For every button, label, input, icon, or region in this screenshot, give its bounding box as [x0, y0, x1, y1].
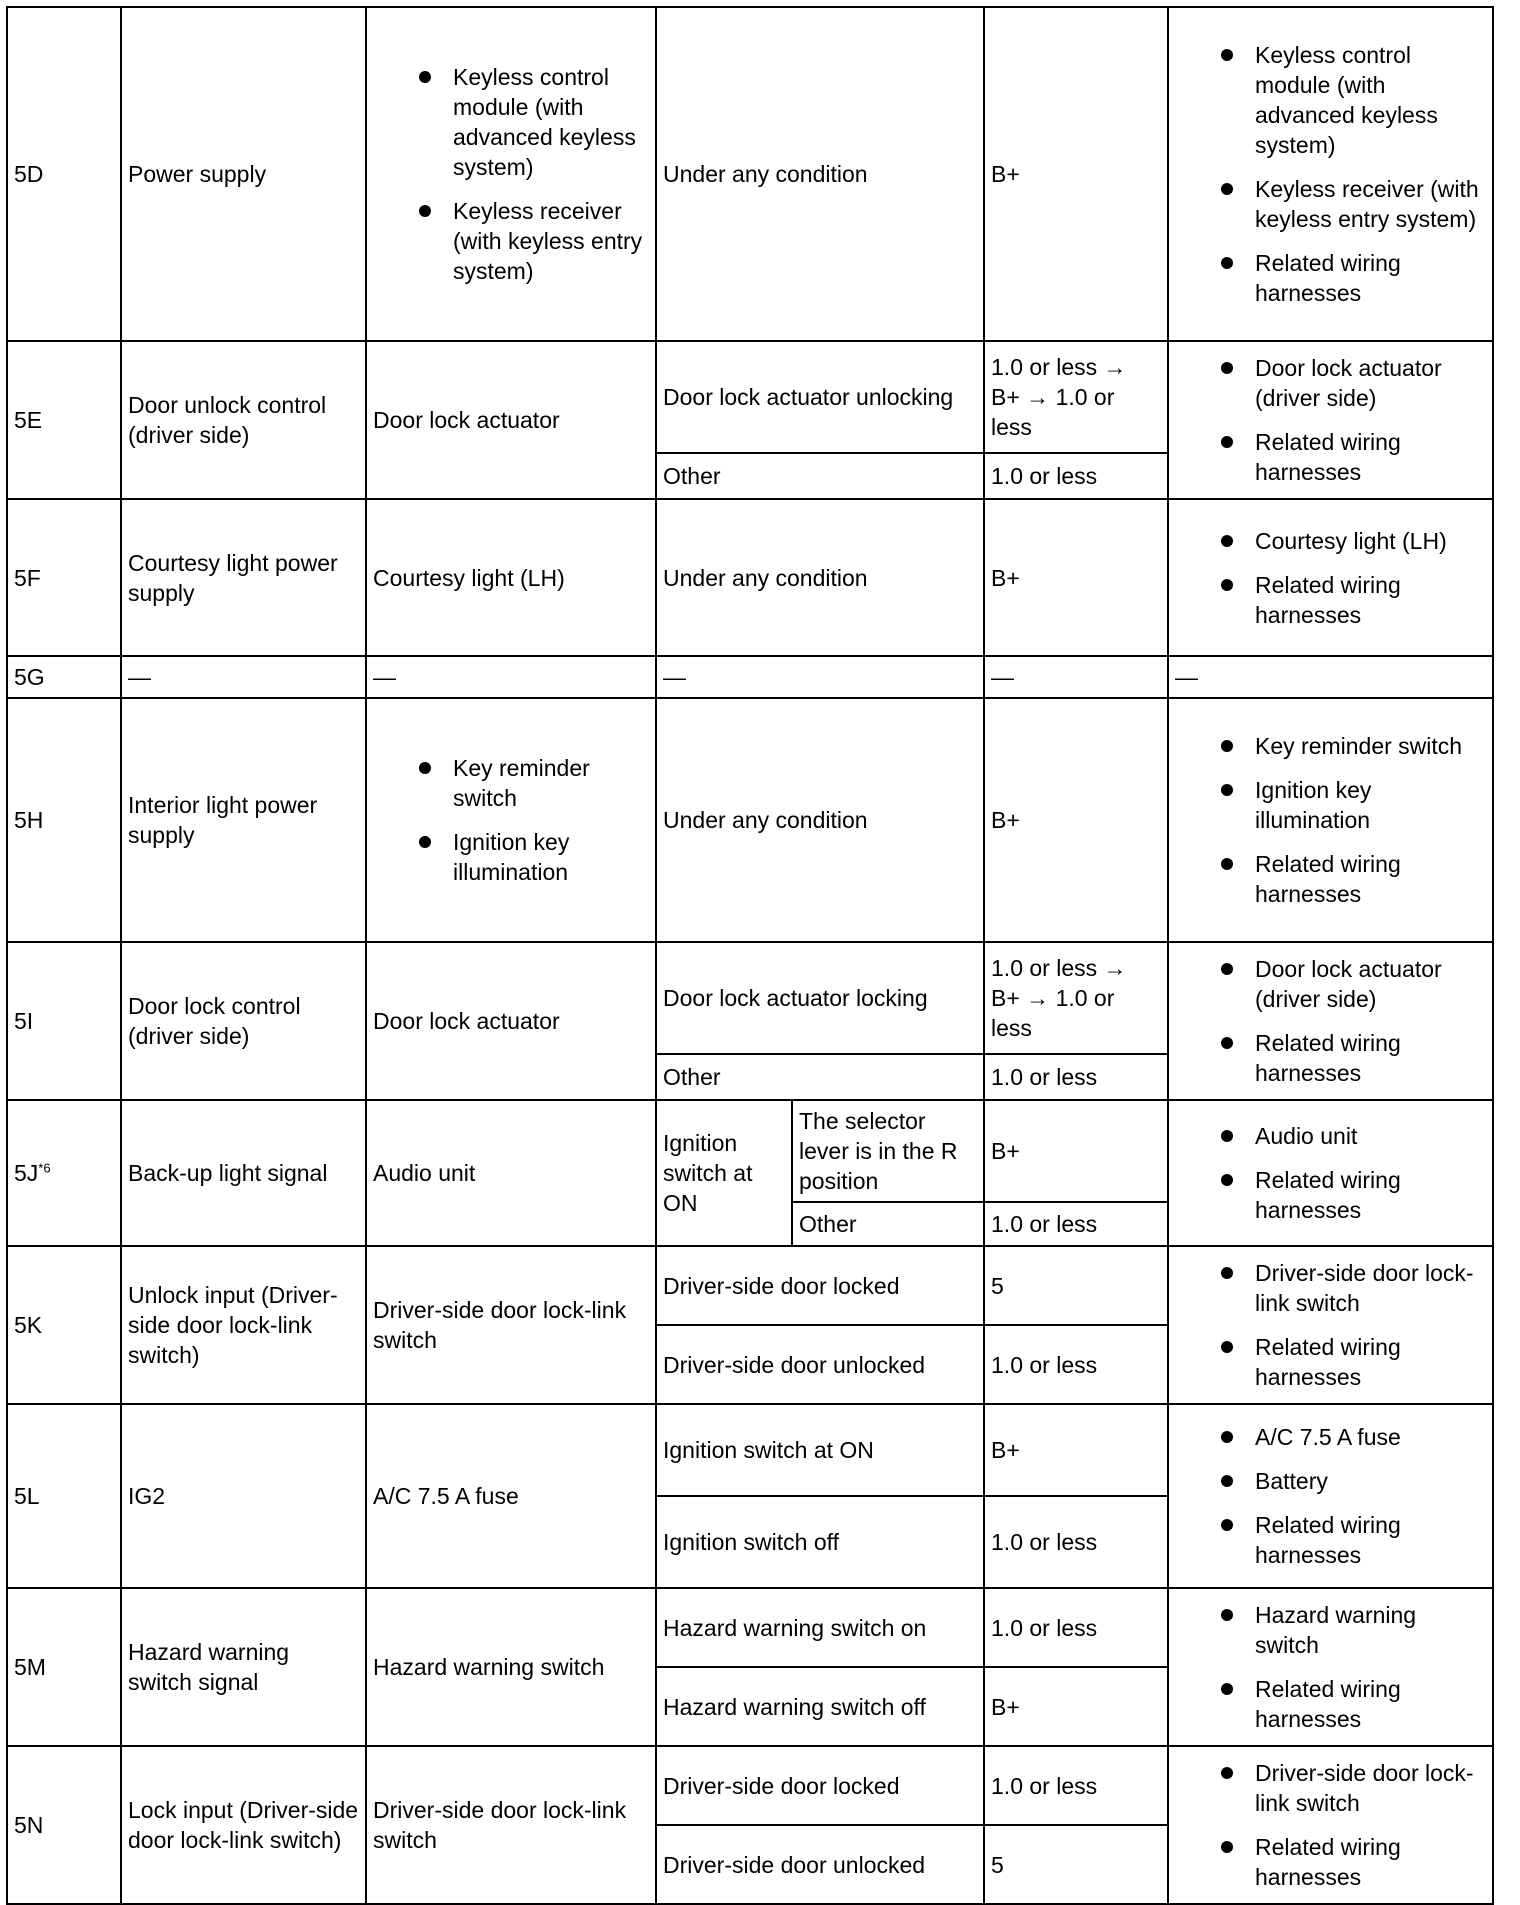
condition-cell: Driver-side door locked — [656, 1746, 984, 1825]
inspection-cell — [1168, 1246, 1493, 1404]
table-row — [7, 1746, 1493, 1825]
condition-cell: Door lock actuator locking — [656, 942, 984, 1054]
list-item: A/C 7.5 A fuse — [1175, 1422, 1486, 1452]
list-item: Hazard warning switch — [1175, 1600, 1486, 1660]
condition-cell: Ignition switch at ON — [656, 1404, 984, 1496]
connected-to-cell: A/C 7.5 A fuse — [366, 1404, 656, 1588]
list-item: Key reminder switch — [373, 753, 649, 813]
signal-cell: Door lock control (driver side) — [121, 942, 366, 1100]
terminal-cell — [7, 1100, 121, 1246]
connected-to-cell: Door lock actuator — [366, 942, 656, 1100]
table-row — [7, 7, 1493, 341]
list-item: Related wiring harnesses — [1175, 1028, 1486, 1088]
table-row — [7, 698, 1493, 942]
list-item: Courtesy light (LH) — [1175, 526, 1486, 556]
terminal-cell: 5L — [7, 1404, 121, 1588]
terminal-cell: 5K — [7, 1246, 121, 1404]
signal-cell: Interior light power supply — [121, 698, 366, 942]
voltage-cell: 1.0 or less → B+ → 1.0 or less — [984, 942, 1168, 1054]
list-item: Battery — [1175, 1466, 1486, 1496]
voltage-cell: — — [984, 656, 1168, 698]
condition-cell: Under any condition — [656, 499, 984, 656]
condition-cell: Other — [656, 453, 984, 499]
list-item: Door lock actuator (driver side) — [1175, 954, 1486, 1014]
connected-to-cell: Driver-side door lock-link switch — [366, 1746, 656, 1904]
inspection-cell — [1168, 1404, 1493, 1588]
condition-cell: Ignition switch off — [656, 1496, 984, 1588]
connected-to-cell: Door lock actuator — [366, 341, 656, 499]
inspection-cell — [1168, 698, 1493, 942]
list-item: Keyless receiver (with keyless entry system) — [1175, 174, 1486, 234]
terminal-cell: 5M — [7, 1588, 121, 1746]
signal-cell: — — [121, 656, 366, 698]
inspection-cell — [1168, 341, 1493, 499]
condition-cell: Hazard warning switch off — [656, 1667, 984, 1746]
condition-cell: — — [656, 656, 984, 698]
terminal-label: 5J — [14, 1160, 39, 1186]
terminal-cell: 5N — [7, 1746, 121, 1904]
voltage-cell: 1.0 or less → B+ → 1.0 or less — [984, 341, 1168, 453]
voltage-cell: 1.0 or less — [984, 1054, 1168, 1100]
list-item: Related wiring harnesses — [1175, 849, 1486, 909]
list-item: Related wiring harnesses — [1175, 570, 1486, 630]
table-row — [7, 656, 1493, 698]
list-item: Keyless control module (with advanced keyless system) — [373, 62, 649, 182]
terminal-cell: 5H — [7, 698, 121, 942]
inspection-cell — [1168, 942, 1493, 1100]
signal-cell: Unlock input (Driver-side door lock-link switch) — [121, 1246, 366, 1404]
voltage-cell: 1.0 or less — [984, 1746, 1168, 1825]
list-item: Keyless receiver (with keyless entry system) — [373, 196, 649, 286]
voltage-cell: B+ — [984, 7, 1168, 341]
inspection-cell — [1168, 1746, 1493, 1904]
connected-to-cell: — — [366, 656, 656, 698]
list-item: Related wiring harnesses — [1175, 1674, 1486, 1734]
terminal-cell: 5F — [7, 499, 121, 656]
connected-to-cell: Driver-side door lock-link switch — [366, 1246, 656, 1404]
connected-to-cell: Audio unit — [366, 1100, 656, 1246]
table-row — [7, 1588, 1493, 1667]
inspection-cell — [1168, 1588, 1493, 1746]
condition-cell: Door lock actuator unlocking — [656, 341, 984, 453]
footnote-mark: *6 — [38, 1160, 51, 1176]
signal-cell: Hazard warning switch signal — [121, 1588, 366, 1746]
list-item: Related wiring harnesses — [1175, 1510, 1486, 1570]
terminal-cell: 5E — [7, 341, 121, 499]
voltage-cell: 1.0 or less — [984, 1588, 1168, 1667]
table-row — [7, 499, 1493, 656]
table-row — [7, 1404, 1493, 1496]
list-item: Door lock actuator (driver side) — [1175, 353, 1486, 413]
table-row — [7, 942, 1493, 1054]
voltage-cell: 5 — [984, 1246, 1168, 1325]
signal-cell: Lock input (Driver-side door lock-link switch) — [121, 1746, 366, 1904]
terminal-voltage-table — [6, 6, 1494, 1905]
voltage-cell: 5 — [984, 1825, 1168, 1904]
condition-cell: The selector lever is in the R position — [792, 1100, 984, 1202]
signal-cell: Door unlock control (driver side) — [121, 341, 366, 499]
list-item: Related wiring harnesses — [1175, 248, 1486, 308]
condition-cell: Driver-side door locked — [656, 1246, 984, 1325]
signal-cell: Power supply — [121, 7, 366, 341]
list-item: Key reminder switch — [1175, 731, 1486, 761]
signal-cell: Back-up light signal — [121, 1100, 366, 1246]
connected-to-cell — [366, 7, 656, 341]
condition-cell: Other — [656, 1054, 984, 1100]
group-condition-cell: Ignition switch at ON — [656, 1100, 792, 1246]
condition-cell: Driver-side door unlocked — [656, 1325, 984, 1404]
inspection-cell — [1168, 7, 1493, 341]
voltage-cell: B+ — [984, 1667, 1168, 1746]
voltage-cell: 1.0 or less — [984, 453, 1168, 499]
list-item: Related wiring harnesses — [1175, 1332, 1486, 1392]
document-page — [6, 6, 1492, 1905]
condition-cell: Hazard warning switch on — [656, 1588, 984, 1667]
condition-cell: Other — [792, 1202, 984, 1246]
voltage-cell: 1.0 or less — [984, 1202, 1168, 1246]
list-item: Ignition key illumination — [373, 827, 649, 887]
inspection-cell — [1168, 499, 1493, 656]
voltage-cell: 1.0 or less — [984, 1496, 1168, 1588]
list-item: Keyless control module (with advanced keyless system) — [1175, 40, 1486, 160]
list-item: Audio unit — [1175, 1121, 1486, 1151]
voltage-cell: B+ — [984, 499, 1168, 656]
inspection-cell: — — [1168, 656, 1493, 698]
connected-to-cell — [366, 698, 656, 942]
list-item: Ignition key illumination — [1175, 775, 1486, 835]
voltage-cell: 1.0 or less — [984, 1325, 1168, 1404]
list-item: Related wiring harnesses — [1175, 427, 1486, 487]
list-item: Driver-side door lock-link switch — [1175, 1758, 1486, 1818]
signal-cell: Courtesy light power supply — [121, 499, 366, 656]
voltage-cell: B+ — [984, 1100, 1168, 1202]
list-item: Driver-side door lock-link switch — [1175, 1258, 1486, 1318]
list-item: Related wiring harnesses — [1175, 1832, 1486, 1892]
condition-cell: Under any condition — [656, 698, 984, 942]
table-row — [7, 1246, 1493, 1325]
table-row — [7, 341, 1493, 453]
connected-to-cell: Hazard warning switch — [366, 1588, 656, 1746]
condition-cell: Driver-side door unlocked — [656, 1825, 984, 1904]
voltage-cell: B+ — [984, 698, 1168, 942]
terminal-cell: 5I — [7, 942, 121, 1100]
voltage-cell: B+ — [984, 1404, 1168, 1496]
table-row — [7, 1100, 1493, 1202]
list-item: Related wiring harnesses — [1175, 1165, 1486, 1225]
terminal-cell: 5G — [7, 656, 121, 698]
condition-cell: Under any condition — [656, 7, 984, 341]
signal-cell: IG2 — [121, 1404, 366, 1588]
connected-to-cell: Courtesy light (LH) — [366, 499, 656, 656]
inspection-cell — [1168, 1100, 1493, 1246]
terminal-cell: 5D — [7, 7, 121, 341]
